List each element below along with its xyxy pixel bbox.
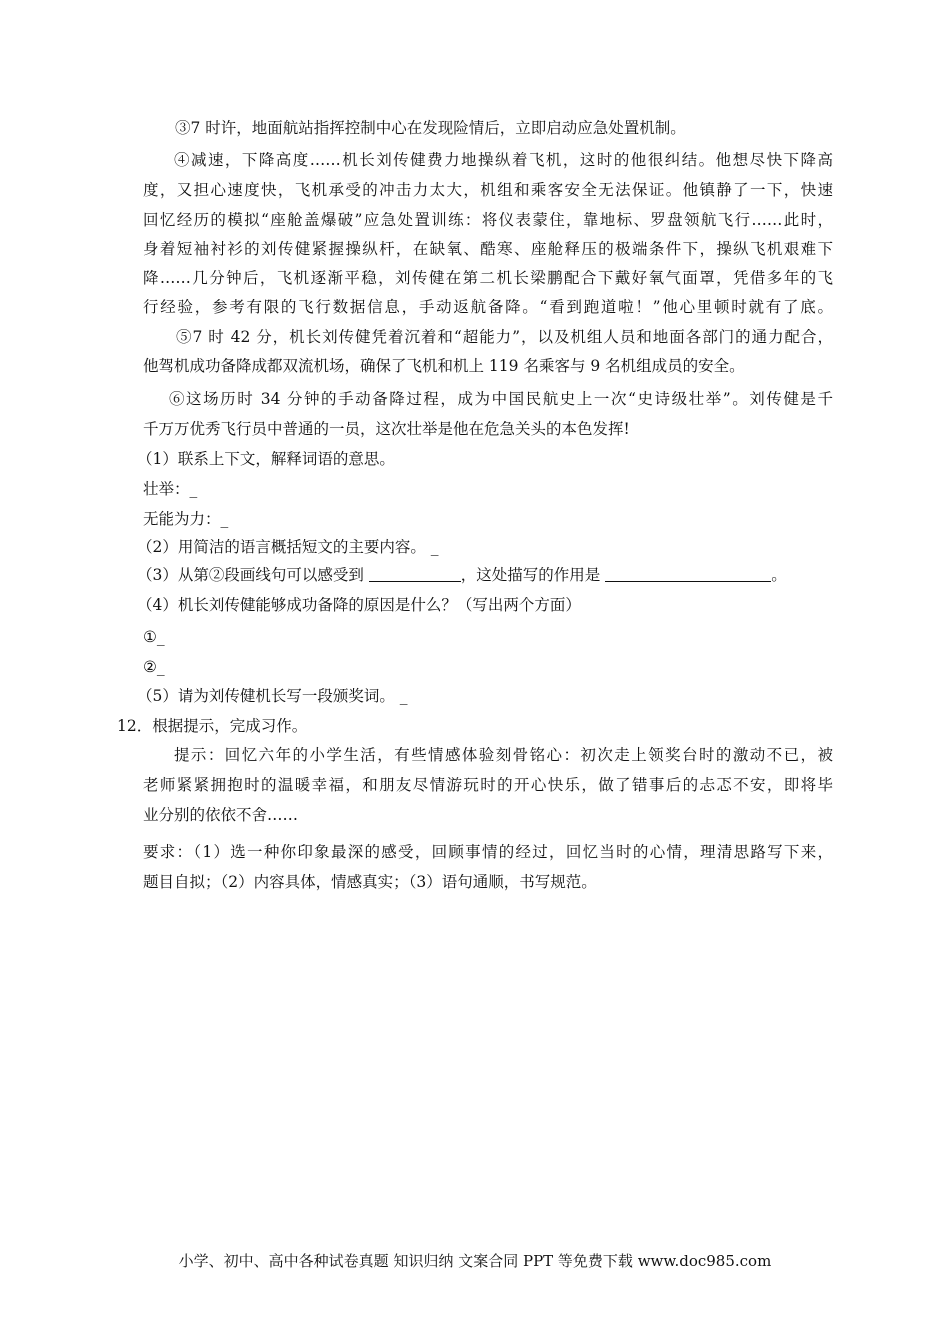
composition-requirements-line-1: 要求：（1）选一种你印象最深的感受，回顾事情的经过，回忆当时的心情，理清思路写下来， — [143, 843, 833, 861]
question-1-answer-zhuangju: 壮举：_ — [143, 480, 198, 498]
paragraph-5-line-2: 他驾机成功备降成都双流机场，确保了飞机和机上 119 名乘客与 9 名机组成员的安全。 — [143, 357, 745, 375]
paragraph-4-line-2: 度，又担心速度快，飞机承受的冲击力太大，机组和乘客安全无法保证。他镇静了一下，快速 — [143, 181, 833, 199]
paragraph-6-line-1: ⑥这场历时 34 分钟的手动备降过程，成为中国民航史上一次“史诗级壮举”。刘传健是千 — [169, 390, 833, 408]
question-4-answer-1: ①_ — [143, 628, 165, 646]
question-3 — [137, 565, 787, 585]
question-3-text-start: （3）从第②段画线句可以感受到 — [137, 566, 369, 584]
question-3-text-end: 。 — [771, 566, 787, 584]
answer-blank-2[interactable] — [605, 565, 771, 582]
answer-blank-1[interactable] — [369, 565, 461, 582]
paragraph-4-line-4: 身着短袖衬衫的刘传健紧握操纵杆，在缺氧、酷寒、座舱释压的极端条件下，操纵飞机艰难下 — [143, 240, 833, 258]
question-2: （2）用简洁的语言概括短文的主要内容。 _ — [137, 538, 439, 556]
paragraph-4-line-5: 降……几分钟后，飞机逐渐平稳，刘传健在第二机长梁鹏配合下戴好氧气面罩，凭借多年的飞 — [143, 269, 833, 287]
composition-requirements-line-2: 题目自拟；（2）内容具体，情感真实；（3）语句通顺，书写规范。 — [143, 873, 597, 891]
paragraph-5-line-1: ⑤7 时 42 分，机长刘传健凭着沉着和“超能力”，以及机组人员和地面各部门的通力配合， — [176, 328, 833, 346]
paragraph-4-line-1: ④减速，下降高度……机长刘传健费力地操纵着飞机，这时的他很纠结。他想尽快下降高 — [174, 151, 833, 169]
question-3-text-middle: ，这处描写的作用是 — [460, 566, 606, 584]
question-1: （1）联系上下文，解释词语的意思。 — [137, 450, 395, 468]
composition-heading: 12．根据提示，完成习作。 — [117, 717, 308, 735]
paragraph-4-line-3: 回忆经历的模拟“座舱盖爆破”应急处置训练：将仪表蒙住，靠地标、罗盘领航飞行……此时， — [143, 211, 833, 229]
paragraph-4-line-6: 行经验，参考有限的飞行数据信息，手动返航备降。“看到跑道啦！”他心里顿时就有了底。 — [143, 298, 833, 316]
composition-hint-line-1: 提示：回忆六年的小学生活，有些情感体验刻骨铭心：初次走上领奖台时的激动不已，被 — [174, 746, 833, 764]
composition-hint-line-2: 老师紧紧拥抱时的温暖幸福，和朋友尽情游玩时的开心快乐，做了错事后的忐忑不安，即将毕 — [143, 776, 833, 794]
composition-hint-line-3: 业分别的依依不舍…… — [143, 806, 299, 824]
paragraph-3: ③7 时许，地面航站指挥控制中心在发现险情后，立即启动应急处置机制。 — [175, 119, 686, 137]
page-footer: 小学、初中、高中各种试卷真题 知识归纳 文案合同 PPT 等免费下载 www.doc985.com — [178, 1252, 772, 1270]
paragraph-6-line-2: 千万万优秀飞行员中普通的一员，这次壮举是他在危急关头的本色发挥! — [143, 420, 630, 438]
question-4: （4）机长刘传健能够成功备降的原因是什么？（写出两个方面） — [137, 596, 581, 614]
question-1-answer-wunengweili: 无能为力：_ — [143, 510, 229, 528]
question-4-answer-2: ②_ — [143, 658, 165, 676]
question-5: （5）请为刘传健机长写一段颁奖词。 _ — [137, 687, 408, 705]
